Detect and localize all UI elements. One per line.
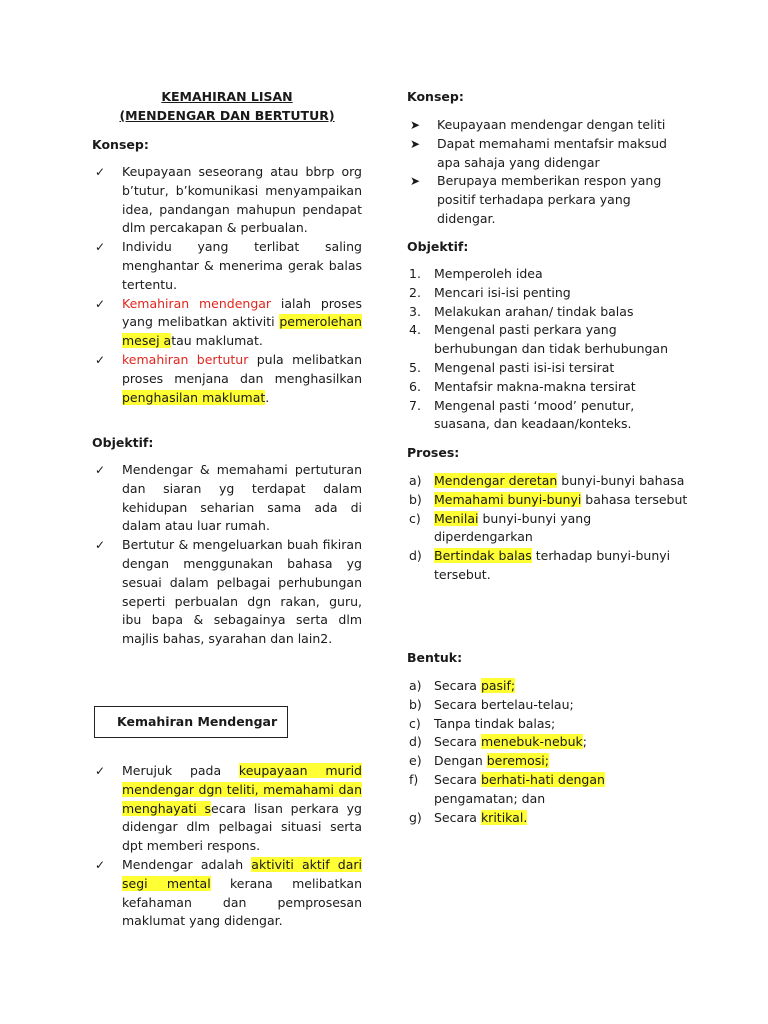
check-icon: ✓ (95, 538, 106, 553)
title-line-1: KEMAHIRAN LISAN (161, 89, 293, 104)
list-item: d) Secara menebuk-nebuk; (409, 734, 587, 750)
arrow-icon: ➤ (410, 174, 421, 189)
left-konsep-heading: Konsep: (92, 137, 149, 152)
list-item: 1. Memperoleh idea (409, 266, 543, 281)
list-item: 2. Mencari isi-isi penting (409, 284, 571, 300)
list-item: a) Mendengar deretan bunyi-bunyi bahasa (409, 473, 685, 488)
list-item: c) Tanpa tindak balas; (409, 715, 556, 731)
check-icon: ✓ (95, 857, 106, 872)
check-icon: ✓ (95, 463, 106, 477)
list-item: ✓ Keupayaan seseorang atau bbrp org b’tutur, b’komunikasi menyampaikan idea, pandangan mahupun pendapat dlm percakapan & perbualan. (95, 164, 362, 236)
list-item: ✓ Mendengar adalah aktiviti aktif dari segi mental kerana melibatkan kefahaman dan pemprosesan maklumat yang didengar. (95, 856, 362, 929)
check-icon: ✓ (95, 240, 106, 255)
list-item: d) Bertindak balas terhadap bunyi-bunyi tersebut. (409, 548, 671, 582)
list-item: a) Secara pasif; (409, 678, 516, 693)
box-label: Kemahiran Mendengar (117, 714, 278, 729)
list-item: 7. Mengenal pasti ‘mood’ penutur, suasana, dan keadaan/konteks. (409, 397, 635, 432)
right-konsep-heading: Konsep: (407, 89, 464, 104)
list-item: ✓ Merujuk pada keupayaan murid mendengar dgn teliti, memahami dan menghayati secara lisan perkara yg didengar dlm pelbagai situasi serta dpt memberi respons. (95, 763, 362, 854)
list-item: ✓ kemahiran bertutur pula melibatkan proses menjana dan menghasilkan penghasilan maklumat. (95, 351, 362, 405)
left-objektif-list (92, 461, 362, 649)
list-item: 4. Mengenal pasti perkara yang berhubungan dan tidak berhubungan (409, 322, 669, 357)
list-item: ➤ Keupayaan mendengar dengan teliti (407, 116, 692, 135)
left-mendengar-list (92, 762, 362, 931)
arrow-icon: ➤ (410, 118, 421, 132)
title-line-2: (MENDENGAR DAN BERTUTUR) (119, 108, 335, 123)
list-item: 3. Melakukan arahan/ tindak balas (409, 303, 634, 319)
list-item: c) Menilai bunyi-bunyi yang diperdengarkan (409, 510, 592, 545)
right-konsep-list (407, 116, 692, 229)
right-bentuk-list (407, 677, 692, 827)
list-item: ✓ Individu yang terlibat saling menghantar & menerima gerak balas tertentu. (95, 239, 362, 292)
list-item: g) Secara kritikal. (409, 809, 528, 825)
arrow-icon: ➤ (410, 136, 421, 151)
kemahiran-mendengar-box (94, 706, 288, 738)
list-item: ➤ Dapat memahami mentafsir maksud apa sahaja yang didengar (410, 135, 667, 170)
list-item: ➤ Berupaya memberikan respon yang positif terhadapa perkara yang didengar. (410, 173, 662, 226)
right-objektif-heading: Objektif: (407, 239, 469, 254)
check-icon: ✓ (95, 296, 106, 311)
page-title (92, 87, 362, 125)
list-item: b) Secara bertelau-telau; (409, 696, 574, 712)
right-objektif-list (407, 265, 692, 434)
left-objektif-heading: Objektif: (92, 435, 154, 450)
check-icon: ✓ (95, 352, 106, 367)
check-icon: ✓ (95, 165, 106, 179)
right-proses-list (407, 472, 692, 585)
left-konsep-list (92, 163, 362, 407)
list-item: ✓ Mendengar & memahami pertuturan dan siaran yg terdapat dalam kehidupan seharian sama ada di dalam atau luar rumah. (95, 462, 362, 534)
list-item: b) Memahami bunyi-bunyi bahasa tersebut (409, 491, 688, 507)
right-proses-heading: Proses: (407, 445, 460, 460)
list-item: ✓ Bertutur & mengeluarkan buah fikiran dengan menggunakan bahasa yg sesuai dalam pelbagai perhubungan seperti perbualan dgn rakan, guru, ibu bapa & sebagainya serta dlm majlis bahas, syarahan dan lain2. (95, 537, 362, 647)
list-item: ✓ Kemahiran mendengar ialah proses yang melibatkan aktiviti pemerolehan mesej atau maklumat. (95, 295, 362, 349)
list-item: 5. Mengenal pasti isi-isi tersirat (409, 359, 615, 375)
right-bentuk-heading: Bentuk: (407, 650, 463, 665)
list-item: 6. Mentafsir makna-makna tersirat (409, 378, 636, 394)
list-item: e) Dengan beremosi; (409, 753, 549, 769)
list-item: f) Secara berhati-hati dengan pengamatan; dan (409, 771, 605, 806)
check-icon: ✓ (95, 764, 106, 778)
